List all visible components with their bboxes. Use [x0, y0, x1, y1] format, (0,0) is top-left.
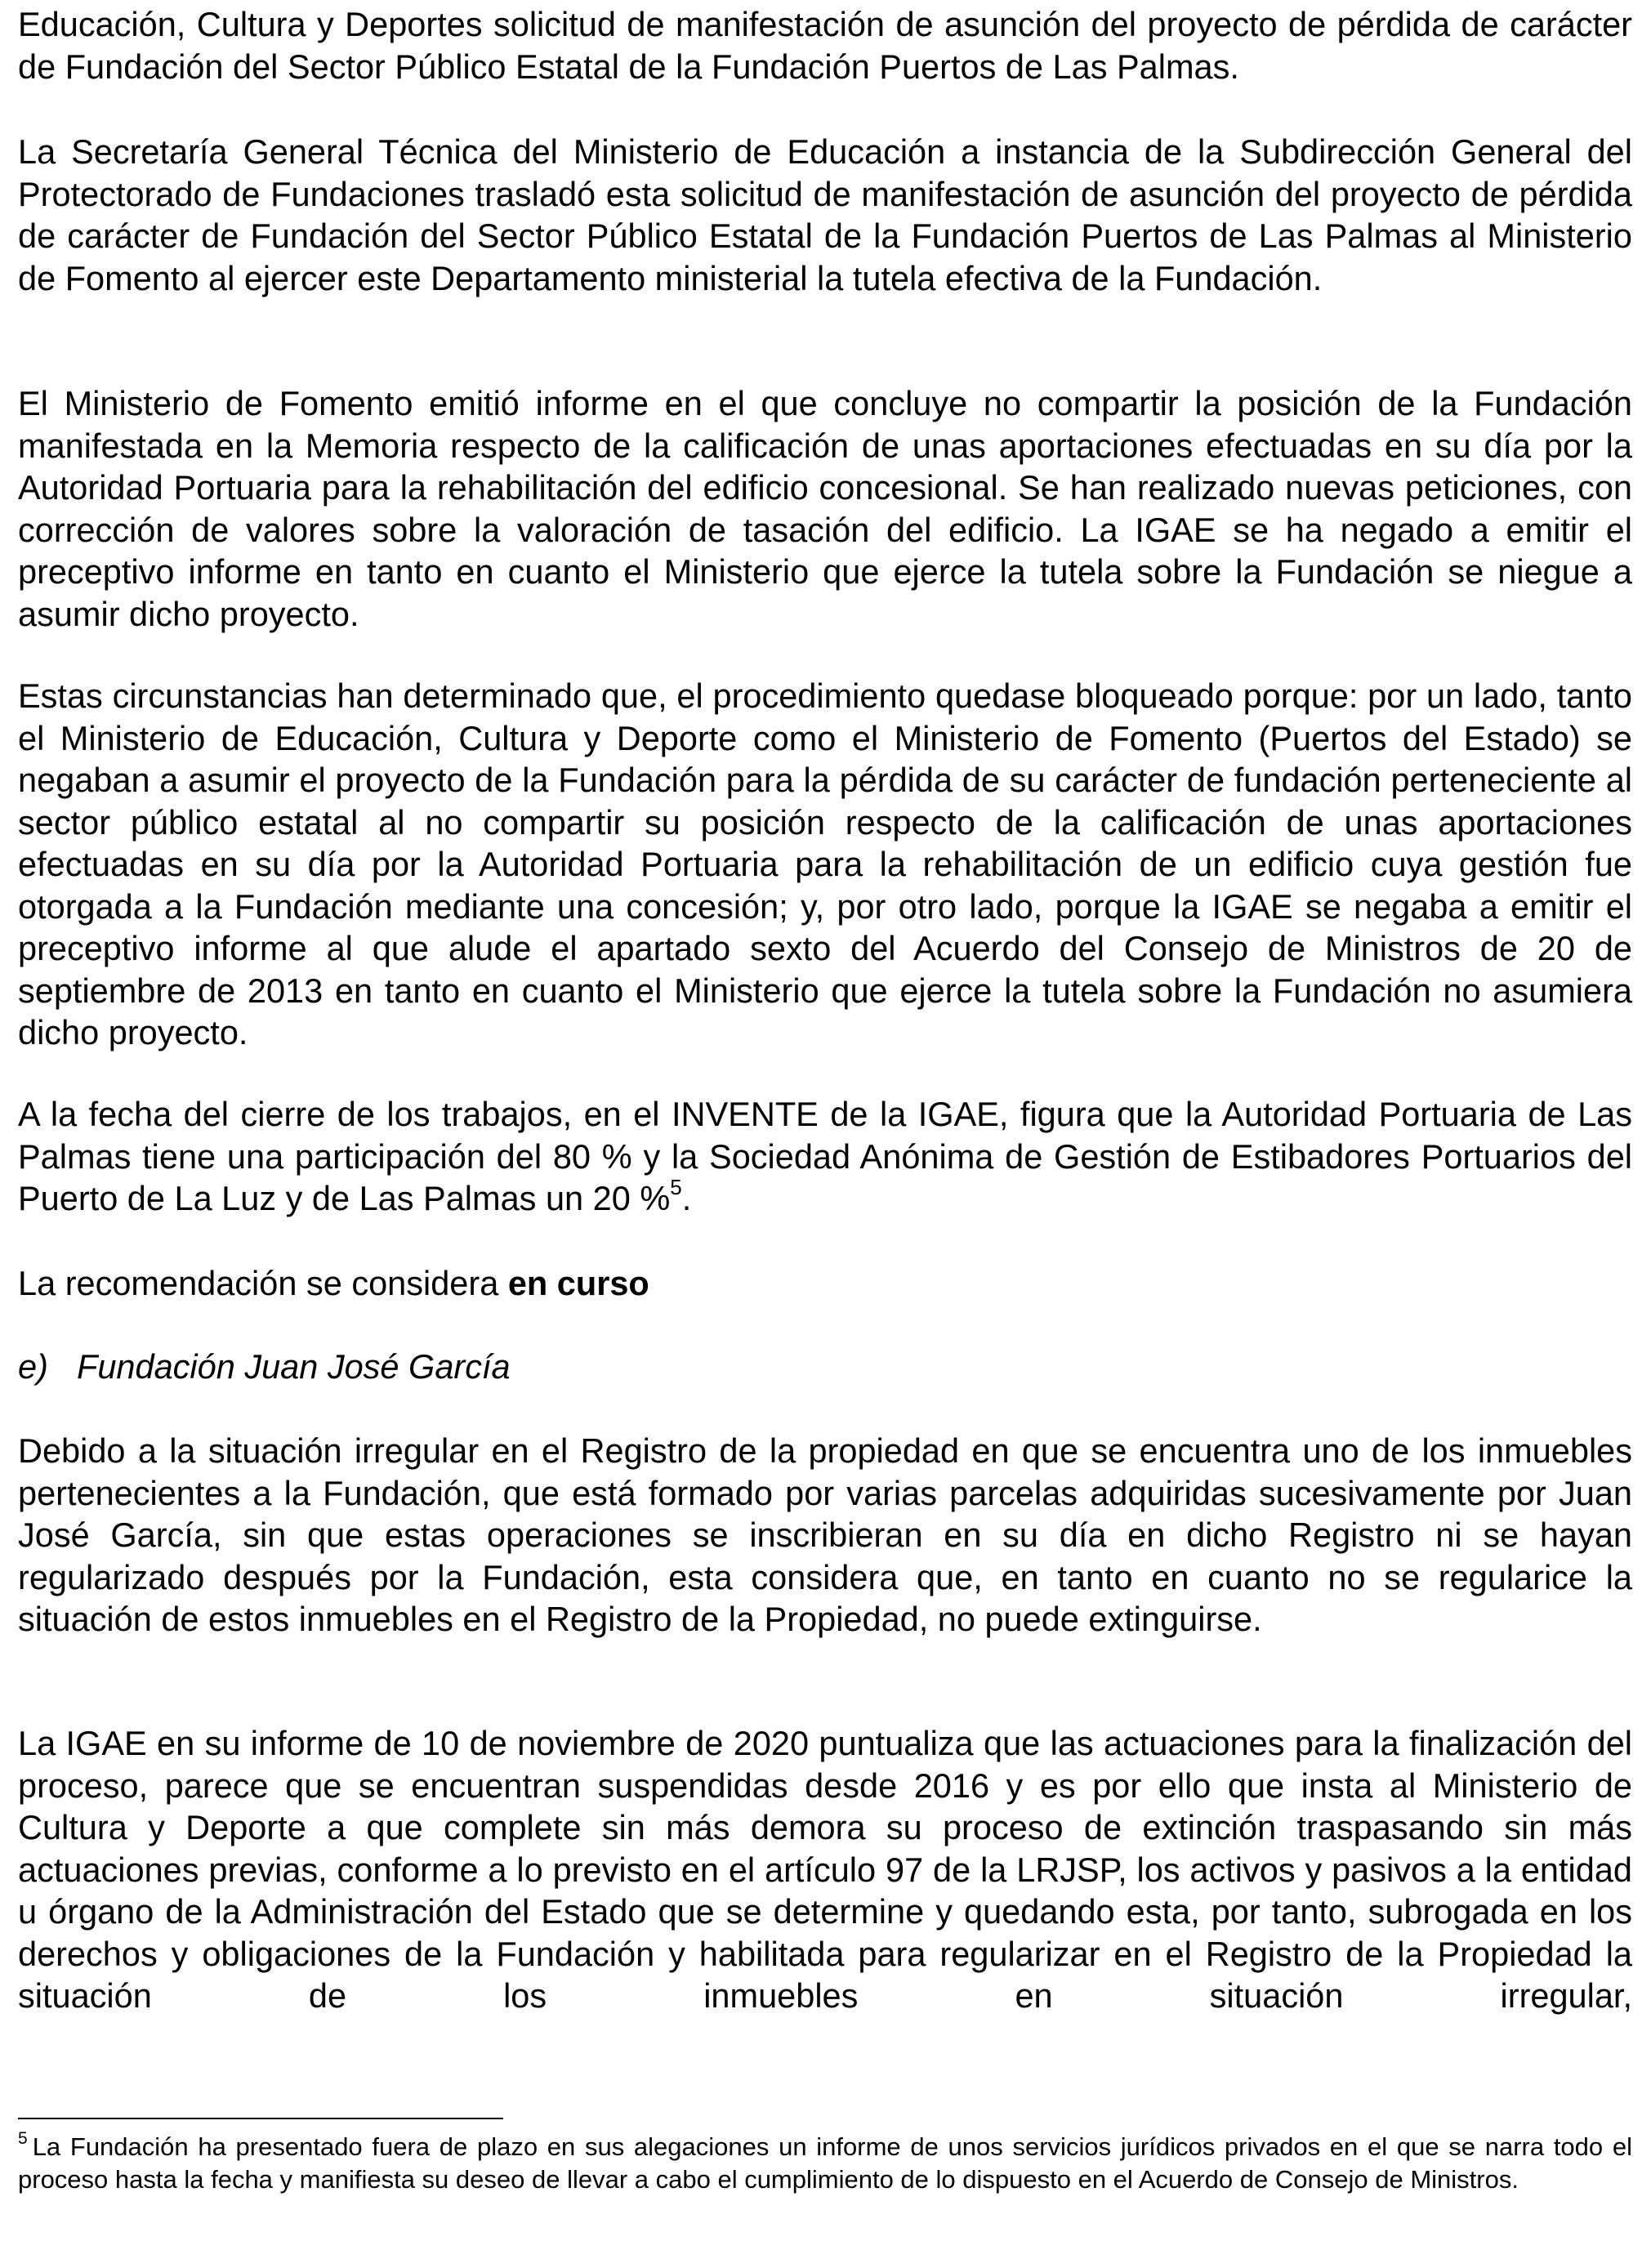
paragraph-9: La IGAE en su informe de 10 de noviembre de 2020 puntualiza que las actuaciones para la finalización del proceso, parece que se encuentran suspendidas desde 2016 y es por ello que insta al Ministerio de Cultura y Deporte a que complete sin más demora su proceso de extinción traspasando sin más actuaciones previas, conforme a lo previsto en el artículo 97 de la LRJSP, los activos y pasivos a la entidad u órgano de la Administración del Estado que se determine y quedando esta, por tanto, subrogada en los derechos y obligaciones de la Fundación y habilitada para regularizar en el Registro de la Propiedad la situación de los inmuebles en situación irregular, — [18, 1724, 1632, 2015]
paragraph-4: Estas circunstancias han determinado que, el procedimiento quedase bloqueado porque: por un lado, tanto el Ministerio de Educación, Cultura y Deporte como el Ministerio de Fomento (Puertos del Estado) se negaban a asumir el proyecto de la Fundación para la pérdida de su carácter de fundación perteneciente al sector público estatal al no compartir su posición respecto de la calificación de unas aportaciones efectuadas en su día por la Autoridad Portuaria para la rehabilitación de un edificio cuya gestión fue otorgada a la Fundación mediante una concesión; y, por otro lado, porque la IGAE se negaba a emitir el preceptivo informe al que alude el apartado sexto del Acuerdo del Consejo de Ministros de 20 de septiembre de 2013 en tanto en cuanto el Ministerio que ejerce la tutela sobre la Fundación no asumiera dicho proyecto. — [18, 676, 1632, 1051]
paragraph-5 — [18, 1093, 1632, 1220]
section-heading — [18, 1346, 511, 1388]
footnote — [18, 2128, 1632, 2195]
recommendation-status — [18, 1262, 649, 1305]
paragraph-5-end: . — [681, 1179, 692, 1217]
paragraph-1: Educación, Cultura y Deportes solicitud de manifestación de asunción del proyecto de pérdida de carácter de Fundación del Sector Público Estatal de la Fundación Puertos de Las Palmas. — [18, 5, 1632, 86]
paragraph-3: El Ministerio de Fomento emitió informe en el que concluye no compartir la posición de la Fundación manifestada en la Memoria respecto de la calificación de unas aportaciones efectuadas en su día por la Autoridad Portuaria para la rehabilitación del edificio concesional. Se han realizado nuevas peticiones, con corrección de valores sobre la valoración de tasación del edificio. La IGAE se ha negado a emitir el preceptivo informe en tanto en cuanto el Ministerio que ejerce la tutela sobre la Fundación se niegue a asumir dicho proyecto. — [18, 384, 1632, 633]
paragraph-8: Debido a la situación irregular en el Registro de la propiedad en que se encuentra uno de los inmuebles pertenecientes a la Fundación, que está formado por varias parcelas adquiridas sucesivamente por Juan José García, sin que estas operaciones se inscribieran en su día en dicho Registro ni se hayan regularizado después por la Fundación, esta considera que, en tanto en cuanto no se regularice la situación de estos inmuebles en el Registro de la Propiedad, no puede extinguirse. — [18, 1431, 1632, 1638]
paragraph-2: La Secretaría General Técnica del Ministerio de Educación a instancia de la Subdirección General del Protectorado de Fundaciones trasladó esta solicitud de manifestación de asunción del proyecto de pérdida de carácter de Fundación del Sector Público Estatal de la Fundación Puertos de Las Palmas al Ministerio de Fomento al ejercer este Departamento ministerial la tutela efectiva de la Fundación. — [18, 132, 1632, 297]
recommendation-status-value: en curso — [507, 1264, 649, 1302]
footnote-separator — [18, 2118, 503, 2119]
footnote-text: La Fundación ha presentado fuera de plazo en sus alegaciones un informe de unos servicios jurídicos privados en el que se narra todo el proceso hasta la fecha y manifiesta su deseo de llevar a cabo el cumplimiento de lo dispuesto en el Acuerdo de Consejo de Ministros. — [18, 2132, 1632, 2194]
recommendation-status-prefix: La recomendación se considera — [18, 1264, 508, 1302]
footnote-number: 5 — [18, 2128, 28, 2148]
footnote-reference[interactable]: 5 — [670, 1175, 682, 1200]
section-heading-marker: e) — [18, 1347, 48, 1386]
section-heading-text: Fundación Juan José García — [77, 1347, 511, 1386]
paragraph-5-text: A la fecha del cierre de los trabajos, en el INVENTE de la IGAE, figura que la Autoridad Portuaria de Las Palmas tiene una participación del 80 % y la Sociedad Anónima de Gestión de Estibadores Portuarios del Puerto de La Luz y de Las Palmas un 20 % — [18, 1095, 1632, 1217]
